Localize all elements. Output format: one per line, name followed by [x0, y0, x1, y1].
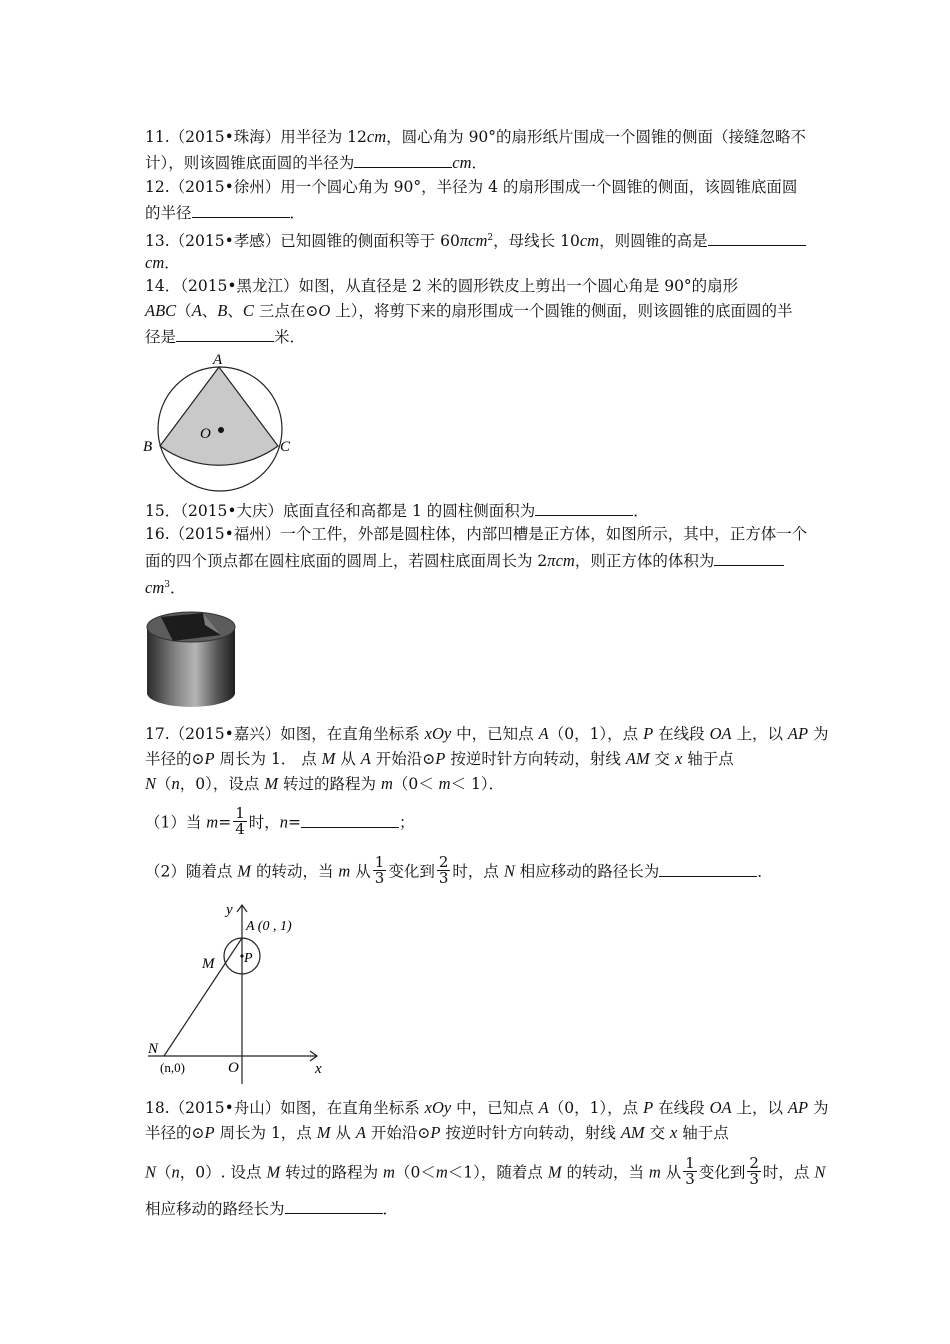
answer-blank — [708, 228, 806, 246]
q11-line2: 计），则该圆锥底面圆的半径为 cm． — [145, 150, 815, 175]
cylinder-figure — [143, 605, 239, 711]
q14-line1: 14．（2015•黑龙江）如图，从直径是 2 米的圆形铁皮上剪出一个圆心角是 90°的扇形 — [145, 277, 739, 295]
label-o: O — [228, 1060, 239, 1076]
label-c: C — [280, 439, 291, 455]
q18-line2: 半径的⊙P 周长为 1，点 M 从 A 开始沿⊙P 按逆时针方向转动，射线 AM 交 x 轴于点 — [145, 1123, 729, 1142]
label-y: y — [226, 902, 233, 918]
answer-blank — [176, 324, 274, 342]
q18-line4: 相应移动的路经长为 ． — [145, 1196, 815, 1221]
label-x: x — [315, 1061, 322, 1077]
q12-line1: 12.（2015•徐州）用一个圆心角为 90°，半径为 4 的扇形围成一个圆锥的侧面，该圆锥底面圆 — [145, 178, 798, 196]
q14-line3: 径是 米． — [145, 324, 815, 349]
q18-line3: N（n，0）. 设点 M 转过的路程为 m（0＜m＜1），随着点 M 的转动，当 m 从 $\frac{1}{3}$ 变化到 $\frac{2}{3}$ 时，点 N — [145, 1154, 826, 1188]
center-point — [218, 427, 224, 433]
q16-line3: $cm^3$． — [145, 578, 186, 598]
answer-blank — [354, 150, 452, 168]
answer-blank — [535, 498, 633, 516]
fraction-1-4: $\frac{1}{4}$ — [235, 804, 245, 838]
fraction-1-3: $\frac{1}{3}$ — [685, 1154, 695, 1188]
label-n: N — [148, 1041, 159, 1057]
label-p: P — [244, 951, 253, 966]
answer-blank — [301, 810, 399, 828]
q11-line1: 11.（2015•珠海）用半径为 12cm，圆心角为 90°的扇形纸片围成一个圆锥的侧面（接缝忽略不 — [145, 127, 807, 146]
q17-line3: N（n，0），设点 M 转过的路程为 m（0＜ m＜ 1）． — [145, 774, 505, 793]
q12-line2: 的半径 ． — [145, 200, 815, 225]
q14-line2: ABC（A、B、C 三点在⊙O 上），将剪下来的扇形围成一个圆锥的侧面，则该圆锥的底面圆的半 — [145, 301, 793, 320]
answer-blank — [659, 859, 757, 877]
answer-blank — [285, 1196, 383, 1214]
answer-blank — [192, 200, 290, 218]
fraction-2-3: $\frac{2}{3}$ — [438, 853, 449, 887]
sector-in-circle-figure — [140, 352, 300, 492]
label-n0: (n,0) — [160, 1060, 185, 1075]
q17-sub1: （1）当 m= $\frac{1}{4}$ 时，n= ； — [145, 804, 415, 838]
q13-line1: 13.（2015•孝感）已知圆锥的侧面积等于 60πcm$^2$，母线长 10cm，则圆锥的高是 — [145, 226, 815, 253]
label-m: M — [202, 956, 215, 972]
q16-line2: 面的四个顶点都在圆柱底面的圆周上，若圆柱底面周长为 2πcm，则正方体的体积为 — [145, 548, 815, 573]
q18-line1: 18.（2015•舟山）如图，在直角坐标系 xOy 中，已知点 A（0，1），点 P 在线段 OA 上，以 AP 为 — [145, 1098, 829, 1117]
label-b: B — [143, 439, 153, 455]
answer-blank — [714, 548, 784, 566]
label-o: O — [200, 426, 211, 442]
label-a: A — [213, 352, 223, 368]
label-a-coord: A (0 , 1) — [246, 919, 292, 934]
q15-line1: 15．（2015•大庆）底面直径和高都是 1 的圆柱侧面积为 ． — [145, 498, 815, 523]
q17-line2: 半径的⊙P 周长为 1． 点 M 从 A 开始沿⊙P 按逆时针方向转动，射线 AM 交 x 轴于点 — [145, 749, 734, 768]
coordinate-figure — [140, 898, 340, 1088]
q17-sub2: （2）随着点 M 的转动，当 m 从 $\frac{1}{3}$ 变化到 $\frac{2}{3}$ 时，点 N 相应移动的路径长为 ． — [145, 853, 773, 887]
fraction-1-3: $\frac{1}{3}$ — [374, 853, 385, 887]
fraction-2-3: $\frac{2}{3}$ — [749, 1154, 759, 1188]
q16-line1: 16.（2015•福州）一个工件，外部是圆柱体，内部凹槽是正方体，如图所示，其中，正方体一个 — [145, 525, 808, 543]
q13-line2: cm． — [145, 253, 180, 272]
q17-line1: 17.（2015•嘉兴）如图，在直角坐标系 xOy 中，已知点 A（0，1），点 P 在线段 OA 上，以 AP 为 — [145, 724, 829, 743]
